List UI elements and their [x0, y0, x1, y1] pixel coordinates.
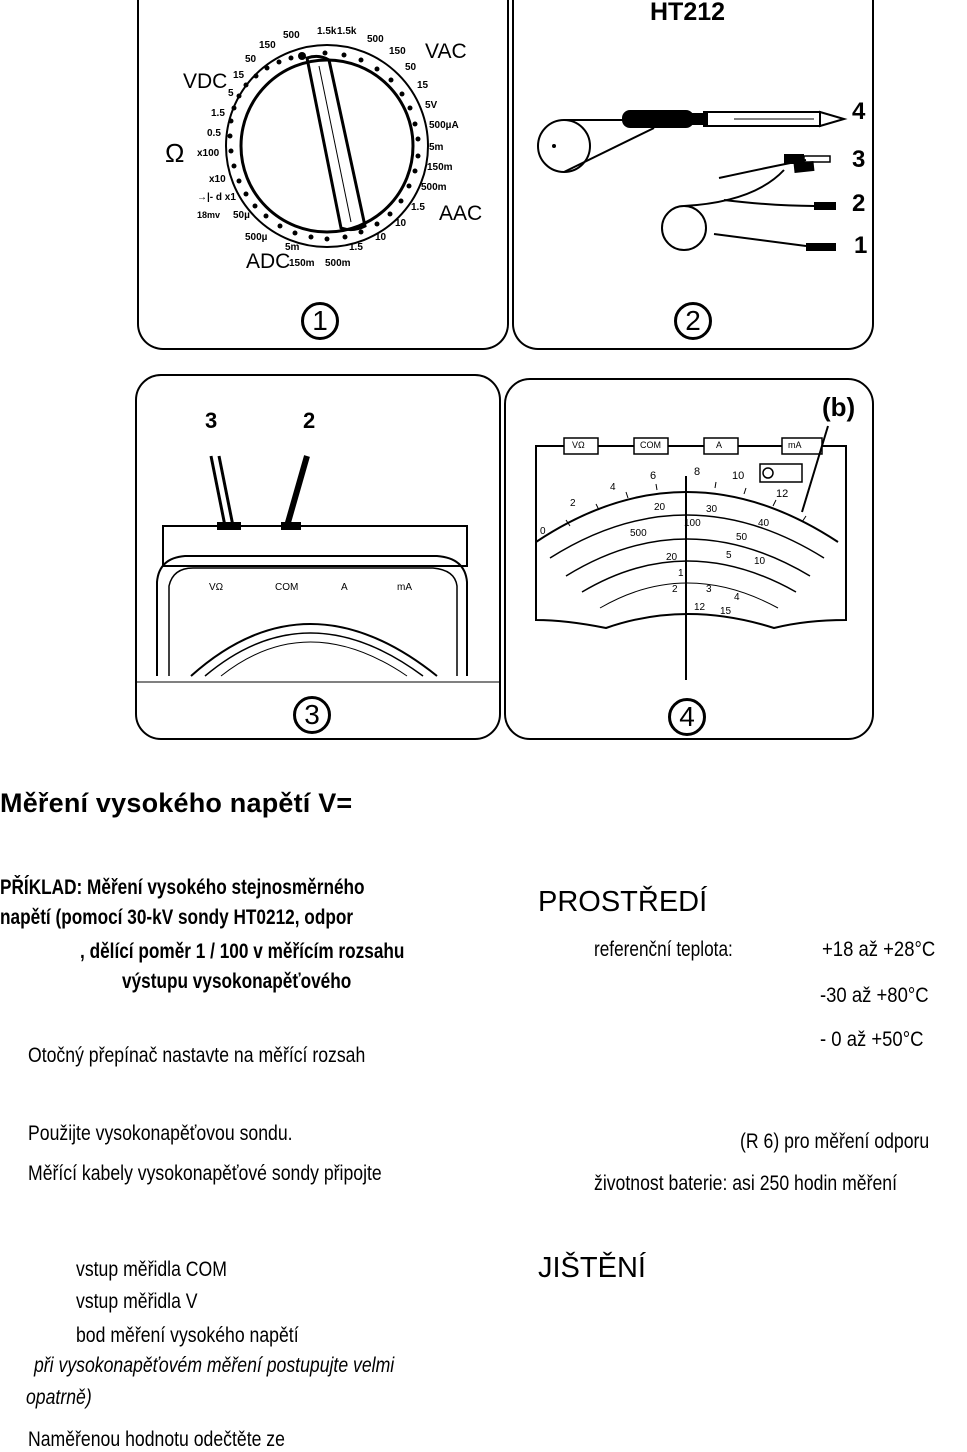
step-rotary-switch: Otočný přepínač nastavte na měřící rozsah: [28, 1044, 366, 1067]
step-connect-cables: Měřící kabely vysokonapěťové sondy připojte: [28, 1162, 382, 1185]
dial-range: 1.5: [349, 242, 363, 253]
dial-range: →|- d x1: [197, 192, 236, 203]
dial-range: x10: [209, 174, 226, 185]
fuse-heading: JIŠTĚNÍ: [538, 1252, 646, 1284]
warning-line-1: při vysokonapěťovém měření postupujte velmi: [34, 1354, 395, 1377]
dial-range: 18mv: [197, 210, 221, 220]
reference-temperature-label: referenční teplota:: [594, 938, 733, 961]
dial-range: 150m: [289, 258, 315, 269]
panel-number-3: 3: [293, 696, 331, 734]
scale-number: 4: [734, 592, 740, 603]
dial-range: 150: [259, 40, 276, 51]
panel-number-4: 4: [668, 698, 706, 736]
probe-number-2: 2: [303, 408, 316, 433]
lead-number-3: 3: [852, 146, 866, 173]
warning-line-2: opatrně): [26, 1386, 92, 1409]
dial-range: x100: [197, 148, 220, 159]
terminal-label: VΩ: [209, 582, 224, 593]
reference-temperature-value: +18 až +28°C: [822, 938, 936, 961]
dial-label-aac: AAC: [439, 202, 483, 225]
scale-number: 40: [758, 518, 770, 529]
lead-number-2: 2: [852, 190, 866, 217]
battery-r6-note: (R 6) pro měření odporu: [740, 1130, 930, 1153]
dial-range: 15: [233, 70, 245, 81]
connection-v: vstup měřidla V: [76, 1290, 198, 1313]
example-line-4: výstupu vysokonapěťového: [122, 970, 352, 993]
lead-number-4: 4: [852, 98, 866, 125]
dial-range: 150: [389, 46, 406, 57]
terminal-label: COM: [275, 582, 299, 593]
callout-b: (b): [822, 392, 856, 422]
scale-number: 100: [684, 518, 701, 529]
scale-number: 1: [678, 568, 684, 579]
dial-range: 0.5: [207, 128, 221, 139]
scale-number: 4: [610, 482, 616, 493]
terminal-label: A: [341, 582, 348, 593]
dial-range: 15: [417, 80, 429, 91]
environment-heading: PROSTŘEDÍ: [538, 886, 708, 918]
dial-label-vdc: VDC: [183, 70, 228, 93]
battery-life: životnost baterie: asi 250 hodin měření: [594, 1172, 898, 1195]
temperature-range-2: -30 až +80°C: [820, 984, 929, 1007]
dial-range: 5m: [285, 242, 300, 253]
terminal-label: mA: [397, 582, 412, 593]
dial-range: 5: [228, 88, 234, 99]
section-heading: Měření vysokého napětí V=: [0, 788, 353, 818]
panel-number-2: 2: [674, 302, 712, 340]
figure-panel-1: [137, 0, 509, 350]
dial-range: 50: [405, 62, 417, 73]
scale-number: 15: [720, 606, 732, 617]
example-line-2: napětí (pomocí 30-kV sondy HT0212, odpor: [0, 906, 354, 929]
dial-range: 500µ: [245, 232, 268, 243]
dial-range: 1.5k: [317, 26, 337, 37]
dial-range: 5V: [425, 100, 438, 111]
connection-com: vstup měřidla COM: [76, 1258, 227, 1281]
dial-range: 500m: [325, 258, 351, 269]
figure-panel-3: [135, 374, 501, 740]
test-leads-figure: [514, 0, 872, 348]
dial-range: 500: [367, 34, 384, 45]
dial-range: 50: [245, 54, 257, 65]
temperature-range-3: - 0 až +50°C: [820, 1028, 924, 1051]
figure-panel-4: [504, 378, 874, 740]
scale-number: 2: [570, 498, 576, 509]
dial-range: 10: [375, 232, 387, 243]
terminal-label: mA: [788, 440, 802, 450]
lead-number-1: 1: [854, 232, 868, 259]
dial-range: 150m: [427, 162, 453, 173]
scale-number: 3: [706, 584, 712, 595]
dial-range: 5m: [429, 142, 444, 153]
scale-number: 5: [726, 550, 732, 561]
terminal-label: VΩ: [572, 440, 585, 450]
scale-number: 30: [706, 504, 718, 515]
dial-range: 10: [395, 218, 407, 229]
step-read-value: Naměřenou hodnotu odečtěte ze: [28, 1428, 285, 1451]
step-use-probe: Použijte vysokonapěťovou sondu.: [28, 1122, 293, 1145]
terminal-label: COM: [640, 440, 661, 450]
panel-number-1: 1: [301, 302, 339, 340]
dial-range: 500µA: [429, 120, 459, 131]
dial-range: 50µ: [233, 210, 250, 221]
connection-hv-point: bod měření vysokého napětí: [76, 1324, 299, 1347]
scale-number: 6: [650, 470, 657, 482]
scale-number: 10: [732, 470, 745, 482]
dial-range: 500m: [421, 182, 447, 193]
dial-label-adc: ADC: [246, 250, 291, 273]
scale-number: 20: [654, 502, 666, 513]
dial-range: 1.5: [411, 202, 425, 213]
meter-top-figure: [137, 376, 499, 738]
terminal-label: A: [716, 440, 723, 450]
example-line-1: PŘÍKLAD: Měření vysokého stejnosměrného: [0, 876, 365, 899]
scale-number: 20: [666, 552, 678, 563]
probe-number-3: 3: [205, 408, 218, 433]
dial-label-ohm: Ω: [165, 138, 185, 168]
figure-title-ht212: HT212: [650, 0, 726, 26]
scale-number: 12: [776, 488, 789, 500]
scale-number: 2: [672, 584, 678, 595]
dial-label-vac: VAC: [425, 40, 467, 63]
scale-number: 8: [694, 466, 701, 478]
dial-range: 500: [283, 30, 300, 41]
scale-number: 0: [540, 526, 546, 537]
dial-range: 1.5k: [337, 26, 357, 37]
scale-number: 500: [630, 528, 647, 539]
figure-panel-2: [512, 0, 874, 350]
scale-number: 12: [694, 602, 706, 613]
scale-number: 50: [736, 532, 748, 543]
example-line-3: , dělící poměr 1 / 100 v měřícím rozsahu: [80, 940, 405, 963]
meter-scale-figure: [506, 380, 872, 738]
dial-range: 1.5: [211, 108, 225, 119]
scale-number: 10: [754, 556, 766, 567]
